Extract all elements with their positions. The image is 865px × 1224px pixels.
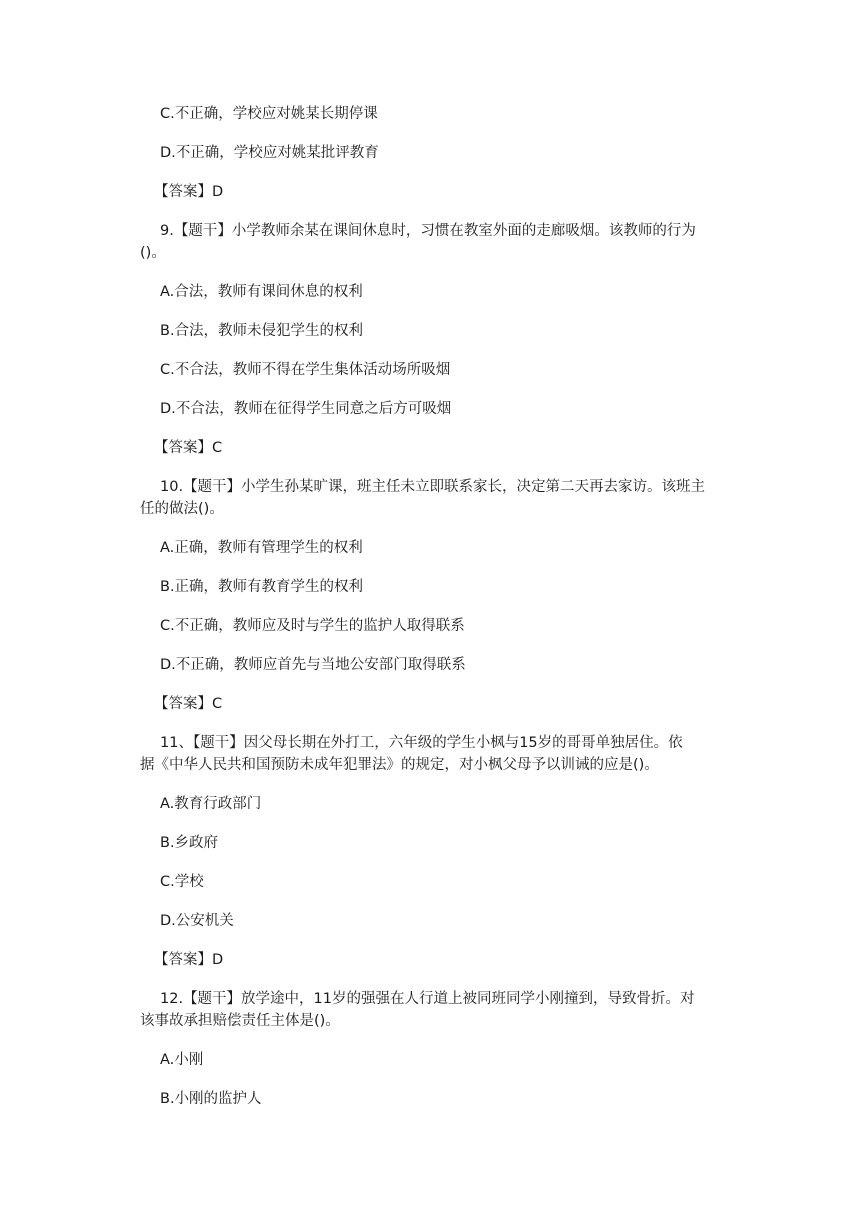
question-stem-continuation: 该事故承担赔偿责任主体是()。 (140, 1013, 340, 1029)
option-line: A.合法，教师有课间休息的权利 (160, 284, 363, 300)
option-line: D.不正确，教师应首先与当地公安部门取得联系 (160, 657, 466, 673)
question-stem (140, 732, 740, 776)
question-stem-continuation: 任的做法()。 (140, 501, 224, 517)
answer-line: 【答案】C (154, 440, 223, 456)
option-line: B.正确，教师有教育学生的权利 (160, 579, 364, 595)
option-line: B.合法，教师未侵犯学生的权利 (160, 323, 364, 339)
question-stem-line: 9.【题干】小学教师余某在课间休息时，习惯在教室外面的走廊吸烟。该教师的行为 (160, 223, 696, 239)
question-stem (140, 220, 740, 264)
option-line: B.乡政府 (160, 835, 219, 851)
option-line: C.学校 (160, 874, 204, 890)
answer-line: 【答案】D (154, 184, 224, 200)
option-line: D.公安机关 (160, 913, 234, 929)
option-line: D.不正确，学校应对姚某批评教育 (160, 145, 379, 161)
question-stem-continuation: ()。 (140, 245, 166, 261)
option-line: A.正确，教师有管理学生的权利 (160, 540, 363, 556)
option-line: A.小刚 (160, 1052, 204, 1068)
question-stem-continuation: 据《中华人民共和国预防未成年犯罪法》的规定，对小枫父母予以训诫的应是()。 (140, 757, 659, 773)
question-stem-line: 11、【题干】因父母长期在外打工，六年级的学生小枫与15岁的哥哥单独居住。依 (160, 735, 683, 751)
option-line: B.小刚的监护人 (160, 1091, 262, 1107)
question-stem-line: 12.【题干】放学途中，11岁的强强在人行道上被同班同学小刚撞到，导致骨折。对 (160, 991, 695, 1007)
question-stem (140, 988, 740, 1032)
option-line: C.不正确，学校应对姚某长期停课 (160, 106, 378, 122)
option-line: A.教育行政部门 (160, 796, 262, 812)
document-body (140, 103, 740, 1127)
question-stem (140, 476, 740, 520)
option-line: C.不合法，教师不得在学生集体活动场所吸烟 (160, 362, 451, 378)
option-line: C.不正确，教师应及时与学生的监护人取得联系 (160, 618, 465, 634)
answer-line: 【答案】D (154, 952, 224, 968)
answer-line: 【答案】C (154, 696, 223, 712)
question-stem-line: 10.【题干】小学生孙某旷课，班主任未立即联系家长，决定第二天再去家访。该班主 (160, 479, 706, 495)
option-line: D.不合法，教师在征得学生同意之后方可吸烟 (160, 401, 452, 417)
